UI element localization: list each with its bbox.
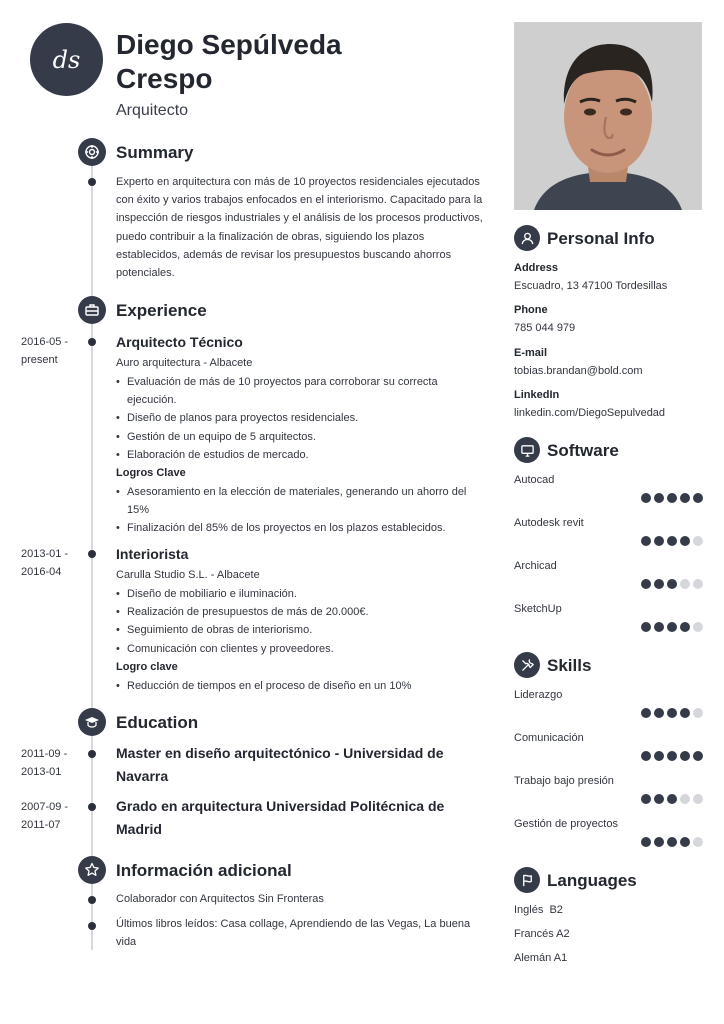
rating-dot	[667, 536, 677, 546]
rating-dot	[654, 493, 664, 503]
software-name: SketchUp	[514, 603, 562, 615]
languages-title: Languages	[547, 871, 637, 890]
skills-title: Skills	[547, 656, 592, 675]
software-rating	[641, 493, 703, 503]
list-item: • Gestión de un equipo de 5 arquitectos.	[116, 428, 481, 446]
rating-dot	[693, 751, 703, 761]
list-item: • Elaboración de estudios de mercado.	[116, 446, 481, 464]
phone-label: Phone	[514, 304, 548, 316]
tools-icon	[514, 652, 540, 678]
rating-dot	[680, 751, 690, 761]
additional-title: Información adicional	[116, 861, 292, 880]
education-title-item: Master en diseño arquitectónico - Universidad de Navarra	[116, 745, 444, 784]
linkedin-label: LinkedIn	[514, 389, 560, 401]
achievement-bullets	[116, 677, 481, 695]
list-item: • Reducción de tiempos en el proceso de diseño en un 10%	[116, 677, 481, 695]
user-icon	[514, 225, 540, 251]
software-title: Software	[547, 441, 619, 460]
rating-dot	[693, 622, 703, 632]
timeline-dot	[88, 338, 96, 346]
rating-dot	[641, 493, 651, 503]
list-item: • Evaluación de más de 10 proyectos para corroborar su correcta ejecución.	[116, 373, 481, 409]
job-bullets	[116, 373, 481, 464]
additional-item: Colaborador con Arquitectos Sin Fronteras	[116, 893, 324, 905]
skill-rating	[641, 708, 703, 718]
job-company: Carulla Studio S.L. - Albacete	[116, 569, 260, 581]
rating-dot	[667, 493, 677, 503]
timeline-dot	[88, 896, 96, 904]
list-item: • Asesoramiento en la elección de materiales, generando un ahorro del 15%	[116, 483, 481, 519]
timeline-dot	[88, 178, 96, 186]
rating-dot	[693, 493, 703, 503]
rating-dot	[680, 493, 690, 503]
candidate-role: Arquitecto	[116, 102, 189, 119]
summary-text: Experto en arquitectura con más de 10 proyectos residenciales ejecutados con éxito y varios trabajos enfocados en el interiorismo. Capacitado para la inspección de riesgos industriales y el análisis de los procesos productivos, puedo contribuir a la finalización de obras, siguiendo los plazos establecidos, además de revisar los presupuestos buscando ahorros potenciales.	[116, 176, 483, 280]
language-item: Inglés B2	[514, 904, 563, 916]
skill-rating	[641, 794, 703, 804]
rating-dot	[654, 536, 664, 546]
job-date: 2016-05 - present	[21, 336, 69, 366]
job-date: 2013-01 - 2016-04	[21, 548, 69, 578]
rating-dot	[667, 837, 677, 847]
rating-dot	[693, 579, 703, 589]
rating-dot	[693, 837, 703, 847]
address-value: Escuadro, 13 47100 Tordesillas	[514, 280, 668, 292]
rating-dot	[667, 579, 677, 589]
rating-dot	[667, 794, 677, 804]
education-title: Education	[116, 713, 199, 732]
software-rating	[641, 622, 703, 632]
rating-dot	[667, 751, 677, 761]
skill-rating	[641, 837, 703, 847]
education-date: 2011-09 - 2013-01	[21, 748, 68, 778]
education-title-item: Grado en arquitectura Universidad Politécnica de Madrid	[116, 798, 445, 837]
rating-dot	[641, 536, 651, 546]
rating-dot	[641, 622, 651, 632]
rating-dot	[693, 794, 703, 804]
skill-name: Liderazgo	[514, 689, 563, 701]
rating-dot	[641, 579, 651, 589]
email-value[interactable]: tobias.brandan@bold.com	[514, 365, 643, 377]
rating-dot	[654, 837, 664, 847]
rating-dot	[693, 708, 703, 718]
rating-dot	[654, 751, 664, 761]
rating-dot	[667, 622, 677, 632]
profile-photo	[514, 22, 702, 210]
list-item: • Realización de presupuestos de más de 20.000€.	[116, 603, 481, 621]
flag-icon	[514, 867, 540, 893]
rating-dot	[654, 708, 664, 718]
rating-dot	[641, 794, 651, 804]
linkedin-value[interactable]: linkedin.com/DiegoSepulvedad	[514, 407, 666, 419]
rating-dot	[680, 536, 690, 546]
rating-dot	[680, 579, 690, 589]
target-icon	[78, 138, 106, 166]
job-title: Arquitecto Técnico	[116, 334, 243, 350]
list-item: • Seguimiento de obras de interiorismo.	[116, 621, 481, 639]
achievements-title: Logro clave	[116, 661, 178, 673]
timeline-dot	[88, 803, 96, 811]
address-label: Address	[514, 262, 559, 274]
software-rating	[641, 579, 703, 589]
language-item: Francés A2	[514, 928, 570, 940]
rating-dot	[641, 708, 651, 718]
job-bullets	[116, 585, 481, 658]
monogram-logo	[30, 23, 103, 96]
timeline-dot	[88, 750, 96, 758]
list-item: • Diseño de mobiliario e iluminación.	[116, 585, 481, 603]
summary-title: Summary	[116, 143, 194, 162]
additional-item: Últimos libros leídos: Casa collage, Aprendiendo de las Vegas, La buena vida	[116, 918, 471, 948]
rating-dot	[680, 622, 690, 632]
rating-dot	[667, 708, 677, 718]
rating-dot	[680, 794, 690, 804]
skill-name: Comunicación	[514, 732, 584, 744]
software-rating	[641, 536, 703, 546]
rating-dot	[693, 536, 703, 546]
rating-dot	[680, 708, 690, 718]
personal-info-title: Personal Info	[547, 229, 655, 248]
rating-dot	[654, 622, 664, 632]
rating-dot	[654, 579, 664, 589]
job-company: Auro arquitectura - Albacete	[116, 357, 253, 369]
briefcase-icon	[78, 296, 106, 324]
achievement-bullets	[116, 483, 481, 538]
monitor-icon	[514, 437, 540, 463]
rating-dot	[654, 794, 664, 804]
education-date: 2007-09 - 2011-07	[21, 801, 69, 831]
skill-name: Gestión de proyectos	[514, 818, 618, 830]
list-item: • Diseño de planos para proyectos residenciales.	[116, 409, 481, 427]
star-icon	[78, 856, 106, 884]
email-label: E-mail	[514, 347, 548, 359]
rating-dot	[680, 837, 690, 847]
list-item: • Finalización del 85% de los proyectos en los plazos establecidos.	[116, 519, 481, 537]
rating-dot	[641, 837, 651, 847]
timeline-dot	[88, 922, 96, 930]
software-name: Archicad	[514, 560, 557, 572]
phone-value: 785 044 979	[514, 322, 576, 334]
list-item: • Comunicación con clientes y proveedores.	[116, 640, 481, 658]
graduation-cap-icon	[78, 708, 106, 736]
experience-title: Experience	[116, 301, 207, 320]
language-item: Alemán A1	[514, 952, 568, 964]
monogram-text: ds	[52, 45, 81, 74]
job-title: Interiorista	[116, 546, 189, 562]
achievements-title: Logros Clave	[116, 467, 186, 479]
skill-rating	[641, 751, 703, 761]
rating-dot	[641, 751, 651, 761]
skill-name: Trabajo bajo presión	[514, 775, 614, 787]
software-name: Autocad	[514, 474, 555, 486]
timeline-dot	[88, 550, 96, 558]
candidate-name: Diego Sepúlveda Crespo	[116, 29, 342, 94]
software-name: Autodesk revit	[514, 517, 584, 529]
